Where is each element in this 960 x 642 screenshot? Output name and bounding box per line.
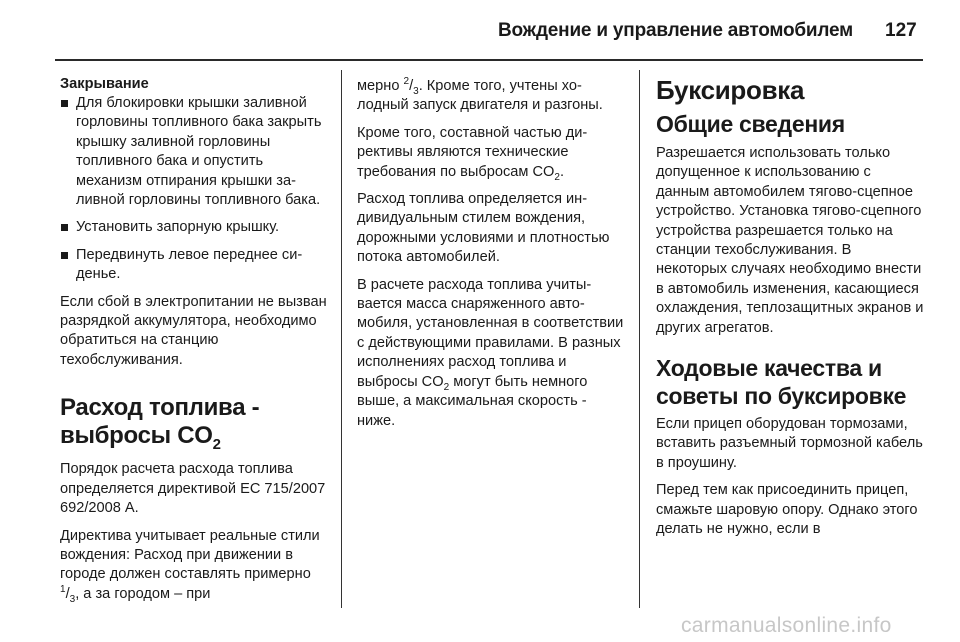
fuel-intro-text: Порядок расчета расхода топлива определяется директивой ЕС 715/2007 692/2008 A. — [60, 461, 326, 517]
bullet-text: Установить запорную крышку. — [76, 219, 280, 236]
column-middle — [357, 77, 627, 439]
calc-text-b: могут быть немного выше, а максимальная скорость - ниже. — [357, 373, 588, 429]
power-failure-note: Если сбой в электропитании не вызван разрядкой аккумулятора, необходимо обратиться на станцию техобслуживания. — [60, 293, 327, 368]
driving-tips-heading: Ходовые качества и советы по буксировке — [656, 355, 907, 410]
cont-text-a: мерно — [357, 78, 404, 94]
co2-subscript: 2 — [443, 381, 450, 393]
fuel-heading-line2: выбросы CO — [60, 422, 213, 450]
co2-subscript: 2 — [554, 171, 560, 183]
cont-text-b: . Кроме того, учтены холодный запуск двигателя и разгоны. — [357, 78, 603, 114]
fuel-heading-subscript: 2 — [212, 436, 221, 454]
bullet-text: Передвинуть левое переднее сиденье. — [76, 246, 303, 283]
bullet-square-icon — [61, 100, 68, 107]
watermark: carmanualsonline.info — [681, 614, 892, 637]
fraction-slash: / — [409, 78, 414, 94]
consumption-text: Расход топлива определяется индивидуальным стилем вождения, дорожными условиями и плотностью потока автомобилей. — [357, 191, 610, 266]
directive-text — [60, 527, 332, 605]
general-info-heading: Общие сведения — [656, 111, 845, 137]
column-left — [60, 75, 332, 612]
page-number: 127 — [885, 20, 917, 41]
fraction-denominator: 3 — [413, 85, 419, 97]
column-divider — [639, 70, 640, 608]
calculation-text — [357, 276, 627, 431]
bullet-item — [60, 94, 332, 210]
general-info-text: Разрешается использовать только допущенное к использованию с данным автомобилем тягово-сцепное устройство. Установка тягово-сцепного устройства разрешается только на станции техобслуживания. В некоторых случаях необходимо внести в автомобиль изменения, касающиеся охлаждения, теплозащитных экранов и других агрегатов. — [656, 145, 924, 336]
continuation-text — [357, 77, 627, 116]
bullet-text: Для блокировки крышки заливной горловины топливного бака закрыть крышку заливной горловины топливного бака и опустить механизм отпирания крышки заливной горловины топливного бака. — [76, 95, 322, 209]
page-header-title: Вождение и управление автомобилем — [498, 20, 853, 41]
closing-heading: Закрывание — [60, 76, 149, 92]
bullet-square-icon — [61, 252, 68, 259]
emissions-requirements-text — [357, 124, 627, 182]
bullet-item — [60, 218, 332, 237]
calc-text-a: В расчете расхода топлива учитывается масса снаряженного автомобиля, установленная в соответствии с действующими правилами. В разных исполнениях расход топлива и выбросы CO — [357, 276, 624, 390]
fuel-heading-line1: Расход топлива - — [60, 394, 260, 422]
column-right — [656, 75, 926, 548]
directive-text-a: Директива учитывает реальные стили вождения: Расход при движении в городе должен составлять примерно — [60, 527, 320, 583]
fuel-consumption-heading — [60, 394, 332, 454]
aero-text-b: . — [559, 163, 565, 180]
towing-heading: Буксировка — [656, 75, 805, 105]
fraction-slash: / — [65, 585, 70, 602]
bullet-item — [60, 246, 332, 285]
fraction-numerator: 2 — [403, 76, 410, 88]
directive-text-b: , а за городом – при — [75, 585, 211, 602]
coupling-text: Перед тем как присоединить прицеп, смажьте шаровую опору. Однако этого делать не нужно, если в — [656, 482, 918, 538]
brake-cable-text: Если прицеп оборудован тормозами, вставить разъемный тормозной кабель в проушину. — [656, 416, 923, 471]
header-rule — [55, 59, 923, 61]
column-divider — [341, 70, 342, 608]
bullet-square-icon — [61, 224, 68, 231]
aero-text-a: Кроме того, составной частью директивы являются технические требования по выбросам CO — [357, 124, 588, 180]
fraction-numerator: 1 — [60, 583, 66, 595]
fraction-denominator: 3 — [69, 593, 76, 605]
